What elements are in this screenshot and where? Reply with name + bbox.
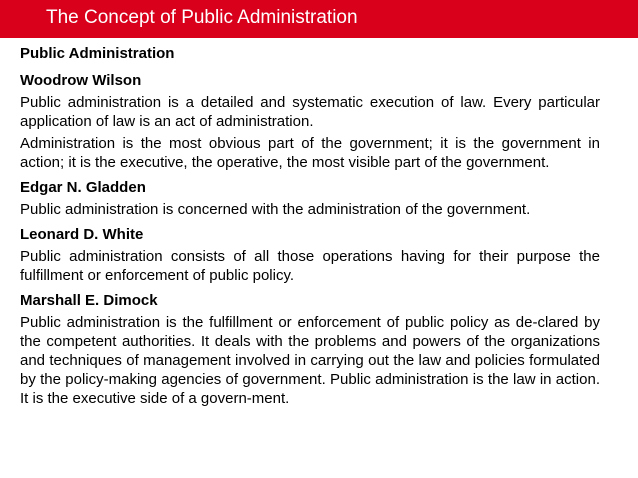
- title-bar: [0, 0, 638, 38]
- author-woodrow-wilson: Woodrow Wilson: [20, 72, 142, 89]
- author-marshall-dimock: Marshall E. Dimock: [20, 292, 158, 309]
- slide-title: The Concept of Public Administration: [46, 7, 358, 28]
- slide-content: [20, 44, 600, 411]
- author-edgar-gladden: Edgar N. Gladden: [20, 179, 146, 196]
- definition-paragraph: Public administration consists of all those operations having for their purpose the fulfillment or enforcement of public policy.: [20, 248, 600, 284]
- definition-paragraph: Administration is the most obvious part of the government; it is the government in action; it is the executive, the operative, the most visible part of the government.: [20, 135, 600, 171]
- author-leonard-white: Leonard D. White: [20, 226, 144, 243]
- section-heading: Public Administration: [20, 45, 175, 62]
- definition-paragraph: Public administration is concerned with the administration of the government.: [20, 201, 531, 218]
- definition-paragraph: Public administration is the fulfillment or enforcement of public policy as de-clared by the competent authorities. It deals with the problems and powers of the organizations and techniques of management involved in carrying out the law and policies formulated by the policy-making agencies of government. Public administration is the law in action. It is the executive side of a govern-ment.: [20, 314, 600, 407]
- definition-paragraph: Public administration is a detailed and systematic execution of law. Every particular application of law is an act of administration.: [20, 94, 600, 130]
